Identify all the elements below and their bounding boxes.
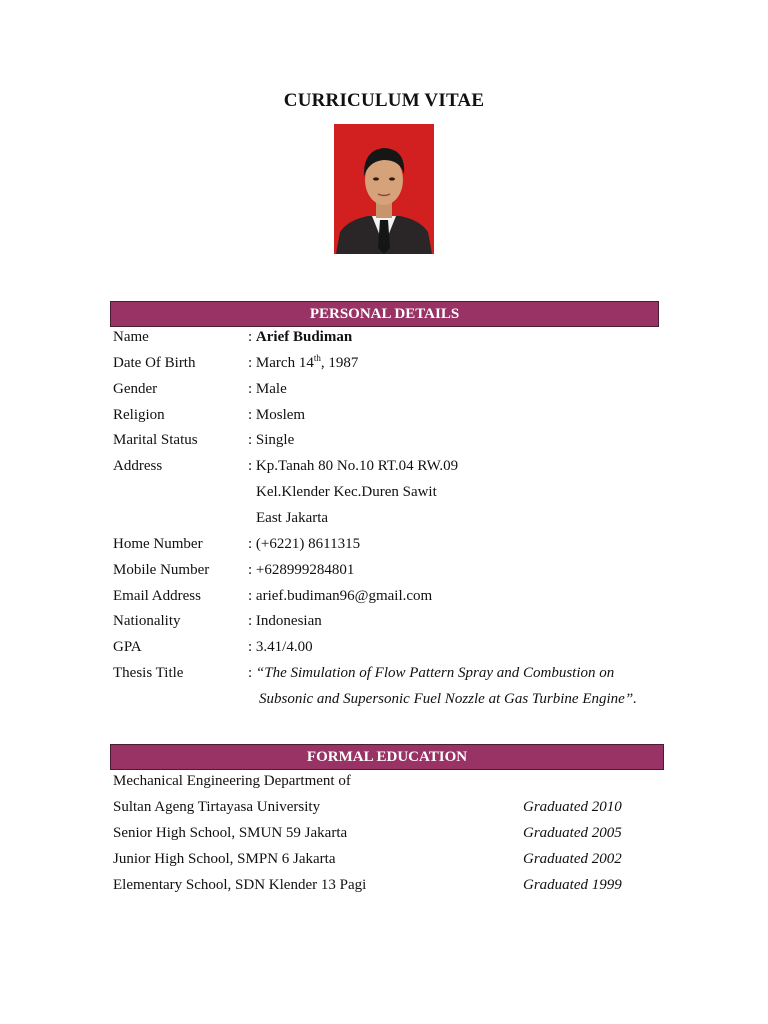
- religion-label: Religion: [113, 407, 165, 423]
- mobile-number-value: [248, 560, 354, 580]
- religion-value: [248, 405, 305, 425]
- home-number-text: (+6221) 8611315: [255, 536, 361, 552]
- gender-text: Male: [255, 381, 287, 397]
- address-label: Address: [113, 458, 163, 474]
- email-label: Email Address: [113, 588, 201, 604]
- personal-details-heading: PERSONAL DETAILS: [110, 301, 659, 327]
- marital-text: Single: [255, 432, 295, 448]
- separator: :: [248, 613, 256, 629]
- education-item: Mechanical Engineering Department of: [113, 773, 351, 789]
- name-label: Name: [113, 329, 149, 345]
- address-line-1: [248, 456, 458, 476]
- dob-value: [248, 353, 358, 373]
- address-line-3: East Jakarta: [256, 510, 329, 526]
- gender-value: [248, 379, 287, 399]
- home-number-label: Home Number: [113, 536, 203, 552]
- portrait-photo: [334, 124, 434, 254]
- separator: :: [248, 665, 256, 681]
- email-text: arief.budiman96@gmail.com: [255, 588, 433, 604]
- gpa-label: GPA: [113, 639, 142, 655]
- mobile-number-label: Mobile Number: [113, 562, 210, 578]
- gender-label: Gender: [113, 381, 158, 397]
- nationality-value: [248, 611, 322, 631]
- education-item: Junior High School, SMPN 6 Jakarta: [113, 851, 336, 867]
- separator: :: [248, 458, 256, 474]
- address-text-1: Kp.Tanah 80 No.10 RT.04 RW.09: [255, 458, 459, 474]
- email-value: [248, 586, 432, 606]
- nationality-label: Nationality: [113, 613, 181, 629]
- separator: :: [248, 407, 256, 423]
- thesis-label: Thesis Title: [113, 665, 184, 681]
- education-item: Elementary School, SDN Klender 13 Pagi: [113, 877, 367, 893]
- gpa-value: [248, 637, 313, 657]
- graduation-year: Graduated 2002: [523, 851, 622, 867]
- dob-year: , 1987: [320, 355, 359, 371]
- separator: :: [248, 432, 256, 448]
- gpa-text: 3.41/4.00: [255, 639, 313, 655]
- thesis-text-1: “The Simulation of Flow Pattern Spray and Combustion on: [255, 665, 615, 681]
- marital-value: [248, 430, 294, 450]
- name-text: Arief Budiman: [255, 329, 353, 345]
- dob-ordinal: th: [313, 353, 321, 363]
- page-title: CURRICULUM VITAE: [283, 90, 485, 111]
- separator: :: [248, 536, 256, 552]
- separator: :: [248, 562, 256, 578]
- graduation-year: Graduated 1999: [523, 877, 622, 893]
- thesis-line-2: Subsonic and Supersonic Fuel Nozzle at Gas Turbine Engine”.: [259, 691, 637, 707]
- graduation-year: Graduated 2010: [523, 799, 622, 815]
- marital-label: Marital Status: [113, 432, 198, 448]
- separator: :: [248, 355, 256, 371]
- education-item: Senior High School, SMUN 59 Jakarta: [113, 825, 348, 841]
- separator: :: [248, 588, 256, 604]
- person-photo-icon: [334, 124, 434, 254]
- dob-label: Date Of Birth: [113, 355, 196, 371]
- formal-education-heading: FORMAL EDUCATION: [110, 744, 664, 770]
- separator: :: [248, 639, 256, 655]
- education-item: Sultan Ageng Tirtayasa University: [113, 799, 321, 815]
- address-line-2: Kel.Klender Kec.Duren Sawit: [256, 484, 437, 500]
- home-number-value: [248, 534, 360, 554]
- dob-date: March 14: [255, 355, 314, 371]
- name-value: [248, 327, 352, 347]
- religion-text: Moslem: [255, 407, 306, 423]
- graduation-year: Graduated 2005: [523, 825, 622, 841]
- nationality-text: Indonesian: [255, 613, 322, 629]
- mobile-number-text: +628999284801: [255, 562, 355, 578]
- separator: :: [248, 329, 256, 345]
- separator: :: [248, 381, 256, 397]
- thesis-line-1: [248, 663, 614, 683]
